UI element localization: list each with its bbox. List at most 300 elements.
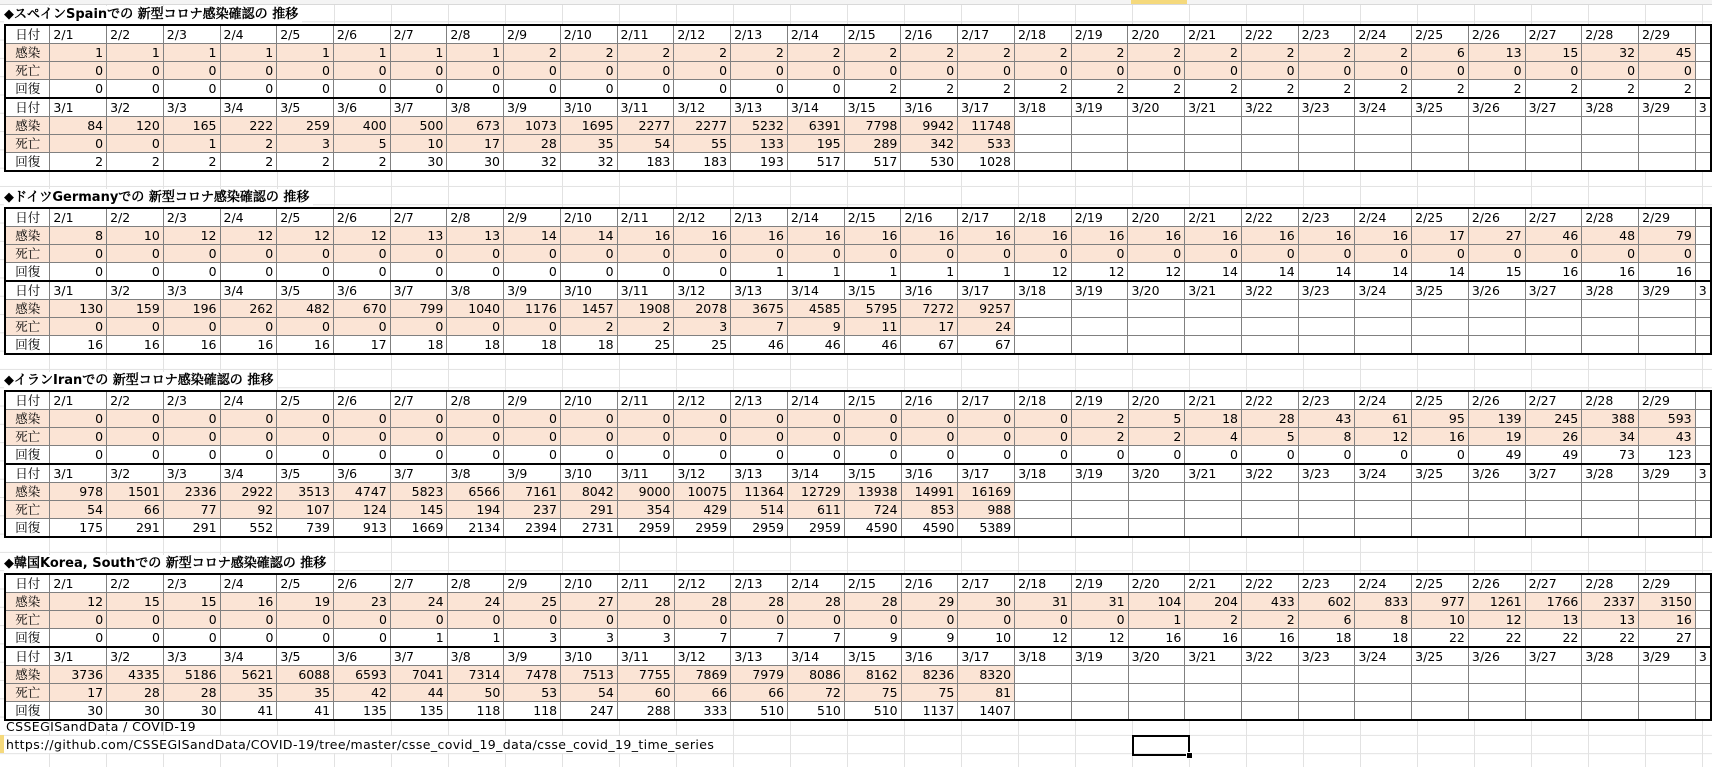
value-cell[interactable]: 2959	[617, 519, 674, 538]
value-cell[interactable]: 8162	[844, 666, 901, 684]
date-cell[interactable]: 3/4	[220, 647, 277, 666]
value-cell[interactable]	[1185, 501, 1242, 519]
date-cell[interactable]: 2/19	[1071, 25, 1128, 44]
value-cell[interactable]: 3	[504, 629, 561, 648]
value-cell[interactable]: 2	[220, 135, 277, 153]
value-cell[interactable]: 1073	[504, 117, 561, 135]
value-cell[interactable]: 0	[958, 446, 1015, 465]
value-cell[interactable]: 31	[1015, 593, 1072, 611]
value-cell[interactable]: 1	[447, 44, 504, 62]
date-cell[interactable]: 2/22	[1242, 574, 1299, 593]
value-cell[interactable]	[1695, 446, 1711, 465]
value-cell[interactable]	[1015, 666, 1072, 684]
value-cell[interactable]	[1695, 245, 1711, 263]
value-cell[interactable]: 16	[1412, 428, 1469, 446]
value-cell[interactable]: 0	[731, 62, 788, 80]
value-cell[interactable]	[1695, 684, 1711, 702]
date-cell[interactable]: 3/5	[277, 647, 334, 666]
value-cell[interactable]: 1	[277, 44, 334, 62]
value-cell[interactable]: 2	[674, 44, 731, 62]
value-cell[interactable]: 44	[390, 684, 447, 702]
value-cell[interactable]: 22	[1525, 629, 1582, 648]
value-cell[interactable]	[1412, 336, 1469, 355]
value-cell[interactable]: 2	[617, 44, 674, 62]
date-cell[interactable]: 3/21	[1185, 464, 1242, 483]
value-cell[interactable]: 9257	[958, 300, 1015, 318]
value-cell[interactable]: 2	[1412, 80, 1469, 99]
value-cell[interactable]: 291	[560, 501, 617, 519]
value-cell[interactable]	[1695, 135, 1711, 153]
value-cell[interactable]: 18	[1298, 629, 1355, 648]
date-cell[interactable]: 3	[1695, 98, 1711, 117]
value-cell[interactable]	[1695, 263, 1711, 282]
value-cell[interactable]: 55	[674, 135, 731, 153]
value-cell[interactable]: 1	[844, 263, 901, 282]
value-cell[interactable]: 0	[107, 80, 164, 99]
value-cell[interactable]: 0	[731, 428, 788, 446]
value-cell[interactable]	[1071, 300, 1128, 318]
date-cell[interactable]: 2/26	[1468, 25, 1525, 44]
value-cell[interactable]: 1	[333, 44, 390, 62]
value-cell[interactable]	[1242, 483, 1299, 501]
value-cell[interactable]: 10	[390, 135, 447, 153]
value-cell[interactable]: 18	[390, 336, 447, 355]
value-cell[interactable]	[1242, 684, 1299, 702]
date-cell[interactable]: 2/7	[390, 208, 447, 227]
value-cell[interactable]: 0	[107, 62, 164, 80]
value-cell[interactable]: 0	[390, 446, 447, 465]
value-cell[interactable]: 5	[1128, 410, 1185, 428]
value-cell[interactable]	[1185, 117, 1242, 135]
value-cell[interactable]: 14	[1355, 263, 1412, 282]
value-cell[interactable]: 2	[1639, 80, 1696, 99]
value-cell[interactable]: 517	[844, 153, 901, 172]
date-cell[interactable]: 3/25	[1412, 98, 1469, 117]
value-cell[interactable]: 35	[277, 684, 334, 702]
value-cell[interactable]: 247	[561, 702, 618, 721]
value-cell[interactable]: 2	[1071, 44, 1128, 62]
value-cell[interactable]: 135	[390, 702, 447, 721]
value-cell[interactable]	[1525, 300, 1582, 318]
value-cell[interactable]: 0	[220, 428, 277, 446]
value-cell[interactable]: 0	[50, 410, 107, 428]
date-cell[interactable]: 2/18	[1015, 391, 1072, 410]
value-cell[interactable]	[1128, 501, 1185, 519]
value-cell[interactable]: 552	[220, 519, 277, 538]
value-cell[interactable]	[1695, 428, 1711, 446]
value-cell[interactable]: 10	[107, 227, 164, 245]
date-cell[interactable]: 2/1	[50, 574, 107, 593]
date-cell[interactable]: 3/5	[277, 464, 334, 483]
date-cell[interactable]: 2/16	[901, 25, 958, 44]
value-cell[interactable]: 7314	[447, 666, 504, 684]
value-cell[interactable]: 0	[1128, 62, 1185, 80]
value-cell[interactable]: 8	[1298, 428, 1355, 446]
value-cell[interactable]	[1355, 336, 1412, 355]
value-cell[interactable]	[1695, 629, 1711, 648]
value-cell[interactable]: 49	[1525, 446, 1582, 465]
value-cell[interactable]: 0	[50, 428, 107, 446]
value-cell[interactable]: 17	[50, 684, 107, 702]
value-cell[interactable]: 0	[333, 80, 390, 99]
value-cell[interactable]: 15	[163, 593, 220, 611]
date-cell[interactable]	[1695, 574, 1711, 593]
date-cell[interactable]: 3/14	[788, 647, 845, 666]
value-cell[interactable]: 10	[958, 629, 1015, 648]
date-cell[interactable]: 2/12	[674, 25, 731, 44]
value-cell[interactable]	[1128, 153, 1185, 172]
date-cell[interactable]: 3/21	[1185, 281, 1242, 300]
date-cell[interactable]: 2/3	[163, 391, 220, 410]
value-cell[interactable]	[1014, 300, 1071, 318]
value-cell[interactable]: 724	[844, 501, 901, 519]
value-cell[interactable]	[1071, 318, 1128, 336]
value-cell[interactable]	[1468, 318, 1525, 336]
value-cell[interactable]	[1298, 501, 1355, 519]
value-cell[interactable]: 104	[1128, 593, 1185, 611]
value-cell[interactable]	[1242, 501, 1299, 519]
value-cell[interactable]: 0	[617, 611, 674, 629]
value-cell[interactable]: 0	[390, 410, 447, 428]
date-cell[interactable]: 3/1	[50, 281, 107, 300]
date-cell[interactable]: 3/23	[1298, 464, 1355, 483]
value-cell[interactable]: 14	[1241, 263, 1298, 282]
value-cell[interactable]: 2	[1468, 80, 1525, 99]
date-cell[interactable]: 3/24	[1355, 98, 1412, 117]
value-cell[interactable]: 3150	[1639, 593, 1696, 611]
value-cell[interactable]	[1298, 300, 1355, 318]
value-cell[interactable]: 1	[1128, 611, 1185, 629]
value-cell[interactable]: 0	[787, 80, 844, 99]
date-cell[interactable]: 3/27	[1525, 281, 1582, 300]
value-cell[interactable]: 0	[1185, 446, 1242, 465]
date-cell[interactable]: 2/5	[277, 25, 334, 44]
date-cell[interactable]: 3/18	[1014, 281, 1071, 300]
date-cell[interactable]: 2/25	[1412, 391, 1469, 410]
date-cell[interactable]: 3/6	[334, 647, 391, 666]
date-cell[interactable]: 2/25	[1412, 208, 1469, 227]
value-cell[interactable]: 2	[958, 80, 1015, 99]
date-cell[interactable]: 3/20	[1128, 647, 1185, 666]
value-cell[interactable]: 0	[50, 611, 107, 629]
value-cell[interactable]	[1128, 318, 1185, 336]
value-cell[interactable]: 0	[958, 611, 1015, 629]
value-cell[interactable]: 0	[107, 410, 164, 428]
value-cell[interactable]: 1	[901, 263, 958, 282]
date-cell[interactable]: 3/10	[560, 281, 617, 300]
value-cell[interactable]: 0	[504, 318, 561, 336]
date-cell[interactable]: 2/22	[1241, 208, 1298, 227]
value-cell[interactable]: 2	[1071, 80, 1128, 99]
value-cell[interactable]	[1468, 117, 1525, 135]
value-cell[interactable]	[1241, 135, 1298, 153]
value-cell[interactable]	[1128, 117, 1185, 135]
value-cell[interactable]: 0	[1639, 245, 1696, 263]
value-cell[interactable]: 1	[220, 44, 277, 62]
value-cell[interactable]: 13	[1468, 44, 1525, 62]
value-cell[interactable]: 0	[163, 446, 220, 465]
value-cell[interactable]: 913	[334, 519, 391, 538]
value-cell[interactable]: 799	[390, 300, 447, 318]
value-cell[interactable]: 0	[1015, 446, 1072, 465]
date-cell[interactable]: 3/26	[1468, 464, 1525, 483]
value-cell[interactable]: 0	[1185, 62, 1242, 80]
value-cell[interactable]: 0	[1071, 245, 1128, 263]
date-cell[interactable]: 2/2	[107, 574, 164, 593]
value-cell[interactable]: 5823	[390, 483, 447, 501]
date-cell[interactable]: 2/5	[277, 574, 334, 593]
value-cell[interactable]: 16	[1128, 629, 1185, 648]
value-cell[interactable]: 2	[560, 318, 617, 336]
value-cell[interactable]: 11	[844, 318, 901, 336]
value-cell[interactable]: 32	[1582, 44, 1639, 62]
value-cell[interactable]: 15	[107, 593, 164, 611]
date-cell[interactable]: 3/15	[844, 647, 901, 666]
value-cell[interactable]: 23	[334, 593, 391, 611]
date-cell[interactable]: 3/22	[1242, 464, 1299, 483]
value-cell[interactable]: 0	[277, 611, 334, 629]
date-cell[interactable]: 3/4	[220, 281, 277, 300]
value-cell[interactable]: 9	[844, 629, 901, 648]
value-cell[interactable]	[1468, 519, 1525, 538]
date-cell[interactable]: 3/1	[50, 464, 107, 483]
date-cell[interactable]: 3/13	[731, 98, 788, 117]
value-cell[interactable]: 0	[560, 62, 617, 80]
value-cell[interactable]: 0	[1014, 62, 1071, 80]
value-cell[interactable]: 7798	[844, 117, 901, 135]
value-cell[interactable]: 602	[1298, 593, 1355, 611]
value-cell[interactable]: 0	[333, 263, 390, 282]
value-cell[interactable]: 6391	[787, 117, 844, 135]
date-cell[interactable]: 2/24	[1355, 208, 1412, 227]
value-cell[interactable]	[1695, 410, 1711, 428]
value-cell[interactable]: 7979	[731, 666, 788, 684]
value-cell[interactable]: 123	[1638, 446, 1695, 465]
date-cell[interactable]	[1695, 25, 1711, 44]
date-cell[interactable]: 2/15	[844, 25, 901, 44]
value-cell[interactable]	[1185, 135, 1242, 153]
date-cell[interactable]: 2/25	[1412, 25, 1469, 44]
value-cell[interactable]: 2	[901, 80, 958, 99]
value-cell[interactable]: 75	[901, 684, 958, 702]
value-cell[interactable]: 0	[560, 410, 617, 428]
date-cell[interactable]: 3/24	[1355, 281, 1412, 300]
value-cell[interactable]	[1128, 336, 1185, 355]
value-cell[interactable]: 7478	[504, 666, 561, 684]
value-cell[interactable]	[1525, 483, 1582, 501]
value-cell[interactable]: 0	[844, 446, 901, 465]
value-cell[interactable]: 28	[674, 593, 731, 611]
value-cell[interactable]: 0	[333, 245, 390, 263]
value-cell[interactable]: 193	[731, 153, 788, 172]
value-cell[interactable]: 17	[1412, 227, 1469, 245]
date-cell[interactable]: 3	[1695, 464, 1711, 483]
value-cell[interactable]	[1639, 318, 1696, 336]
value-cell[interactable]: 0	[504, 80, 561, 99]
value-cell[interactable]	[1128, 519, 1185, 538]
value-cell[interactable]: 0	[220, 629, 277, 648]
value-cell[interactable]: 28	[1242, 410, 1299, 428]
date-cell[interactable]: 2/23	[1298, 574, 1355, 593]
value-cell[interactable]: 31	[1071, 593, 1128, 611]
date-cell[interactable]: 3/29	[1639, 281, 1696, 300]
value-cell[interactable]: 0	[390, 428, 447, 446]
value-cell[interactable]: 24	[958, 318, 1015, 336]
value-cell[interactable]: 1	[958, 263, 1015, 282]
value-cell[interactable]: 3	[277, 135, 334, 153]
value-cell[interactable]: 183	[674, 153, 731, 172]
value-cell[interactable]: 48	[1582, 227, 1639, 245]
value-cell[interactable]: 14	[504, 227, 561, 245]
value-cell[interactable]: 0	[504, 446, 561, 465]
date-cell[interactable]: 2/21	[1185, 391, 1242, 410]
date-cell[interactable]: 2/29	[1638, 391, 1695, 410]
date-cell[interactable]: 2/13	[731, 391, 788, 410]
date-cell[interactable]: 2/20	[1128, 574, 1185, 593]
value-cell[interactable]: 0	[220, 245, 277, 263]
date-cell[interactable]: 2/7	[390, 574, 447, 593]
value-cell[interactable]: 16	[674, 227, 731, 245]
date-cell[interactable]: 3/12	[674, 647, 731, 666]
value-cell[interactable]: 0	[50, 263, 107, 282]
value-cell[interactable]: 16	[844, 227, 901, 245]
value-cell[interactable]: 12	[1071, 629, 1128, 648]
value-cell[interactable]	[1071, 501, 1128, 519]
value-cell[interactable]	[1412, 483, 1469, 501]
value-cell[interactable]: 24	[390, 593, 447, 611]
value-cell[interactable]: 0	[560, 446, 617, 465]
value-cell[interactable]: 2	[1242, 611, 1299, 629]
date-cell[interactable]: 2/26	[1468, 208, 1525, 227]
value-cell[interactable]: 16169	[958, 483, 1015, 501]
value-cell[interactable]: 7	[674, 629, 731, 648]
date-cell[interactable]: 2/29	[1639, 574, 1696, 593]
value-cell[interactable]: 7755	[617, 666, 674, 684]
value-cell[interactable]	[1298, 483, 1355, 501]
value-cell[interactable]: 28	[163, 684, 220, 702]
date-cell[interactable]: 3/3	[163, 647, 220, 666]
value-cell[interactable]	[1412, 135, 1469, 153]
value-cell[interactable]: 46	[1525, 227, 1582, 245]
date-cell[interactable]: 3/9	[504, 647, 561, 666]
value-cell[interactable]	[1015, 501, 1072, 519]
value-cell[interactable]	[1582, 336, 1639, 355]
value-cell[interactable]: 0	[844, 611, 901, 629]
value-cell[interactable]: 0	[390, 245, 447, 263]
value-cell[interactable]: 1457	[560, 300, 617, 318]
value-cell[interactable]	[1412, 702, 1469, 721]
value-cell[interactable]: 0	[447, 80, 504, 99]
value-cell[interactable]	[1071, 666, 1128, 684]
value-cell[interactable]	[1128, 300, 1185, 318]
value-cell[interactable]	[1128, 135, 1185, 153]
value-cell[interactable]: 1	[447, 629, 504, 648]
value-cell[interactable]: 291	[107, 519, 164, 538]
value-cell[interactable]: 107	[277, 501, 334, 519]
value-cell[interactable]: 16	[1185, 227, 1242, 245]
value-cell[interactable]	[1355, 684, 1412, 702]
value-cell[interactable]: 145	[390, 501, 447, 519]
value-cell[interactable]: 433	[1242, 593, 1299, 611]
value-cell[interactable]: 0	[787, 62, 844, 80]
value-cell[interactable]: 0	[1525, 62, 1582, 80]
selected-cell[interactable]	[1132, 735, 1190, 756]
value-cell[interactable]: 124	[334, 501, 391, 519]
value-cell[interactable]	[1412, 300, 1469, 318]
date-cell[interactable]: 3/19	[1071, 647, 1128, 666]
value-cell[interactable]: 28	[617, 593, 674, 611]
value-cell[interactable]: 5389	[958, 519, 1015, 538]
date-cell[interactable]: 3/22	[1241, 281, 1298, 300]
value-cell[interactable]	[1638, 483, 1695, 501]
date-cell[interactable]: 2/27	[1525, 574, 1582, 593]
value-cell[interactable]: 5	[333, 135, 390, 153]
value-cell[interactable]: 2	[1525, 80, 1582, 99]
value-cell[interactable]: 66	[674, 684, 731, 702]
date-cell[interactable]: 2/19	[1071, 574, 1128, 593]
value-cell[interactable]	[1525, 519, 1582, 538]
value-cell[interactable]: 0	[1355, 62, 1412, 80]
value-cell[interactable]: 49	[1468, 446, 1525, 465]
value-cell[interactable]: 1028	[958, 153, 1015, 172]
value-cell[interactable]: 288	[617, 702, 674, 721]
date-cell[interactable]: 2/4	[220, 25, 277, 44]
value-cell[interactable]: 14	[1185, 263, 1242, 282]
date-cell[interactable]: 3/17	[958, 281, 1015, 300]
value-cell[interactable]: 11748	[958, 117, 1015, 135]
value-cell[interactable]: 0	[617, 80, 674, 99]
value-cell[interactable]: 0	[901, 62, 958, 80]
value-cell[interactable]: 0	[1582, 62, 1639, 80]
value-cell[interactable]	[1355, 117, 1412, 135]
value-cell[interactable]: 1501	[107, 483, 164, 501]
date-cell[interactable]: 3/1	[50, 647, 107, 666]
value-cell[interactable]: 2	[617, 318, 674, 336]
value-cell[interactable]	[1071, 117, 1128, 135]
value-cell[interactable]: 42	[334, 684, 391, 702]
date-cell[interactable]: 2/24	[1355, 25, 1412, 44]
date-cell[interactable]: 3/9	[504, 281, 561, 300]
value-cell[interactable]: 0	[1298, 446, 1355, 465]
value-cell[interactable]: 0	[1015, 428, 1072, 446]
date-cell[interactable]: 2/7	[390, 25, 447, 44]
value-cell[interactable]: 0	[1355, 245, 1412, 263]
date-cell[interactable]: 2/9	[504, 25, 561, 44]
value-cell[interactable]	[1525, 153, 1582, 172]
value-cell[interactable]: 2336	[163, 483, 220, 501]
value-cell[interactable]: 0	[220, 611, 277, 629]
value-cell[interactable]: 10	[1412, 611, 1469, 629]
value-cell[interactable]: 0	[674, 428, 731, 446]
date-cell[interactable]: 2/20	[1128, 25, 1185, 44]
date-cell[interactable]: 2/12	[674, 391, 731, 410]
value-cell[interactable]: 16	[958, 227, 1015, 245]
value-cell[interactable]: 0	[1128, 245, 1185, 263]
date-cell[interactable]: 3/11	[617, 281, 674, 300]
value-cell[interactable]: 5621	[220, 666, 277, 684]
value-cell[interactable]: 204	[1185, 593, 1242, 611]
date-cell[interactable]: 2/16	[901, 391, 958, 410]
value-cell[interactable]: 237	[504, 501, 561, 519]
value-cell[interactable]: 0	[50, 318, 107, 336]
date-cell[interactable]: 3/19	[1071, 98, 1128, 117]
value-cell[interactable]: 2	[1185, 611, 1242, 629]
value-cell[interactable]: 500	[390, 117, 447, 135]
value-cell[interactable]: 30	[447, 153, 504, 172]
value-cell[interactable]: 0	[277, 318, 334, 336]
value-cell[interactable]: 0	[277, 263, 334, 282]
date-cell[interactable]: 3/28	[1582, 647, 1639, 666]
